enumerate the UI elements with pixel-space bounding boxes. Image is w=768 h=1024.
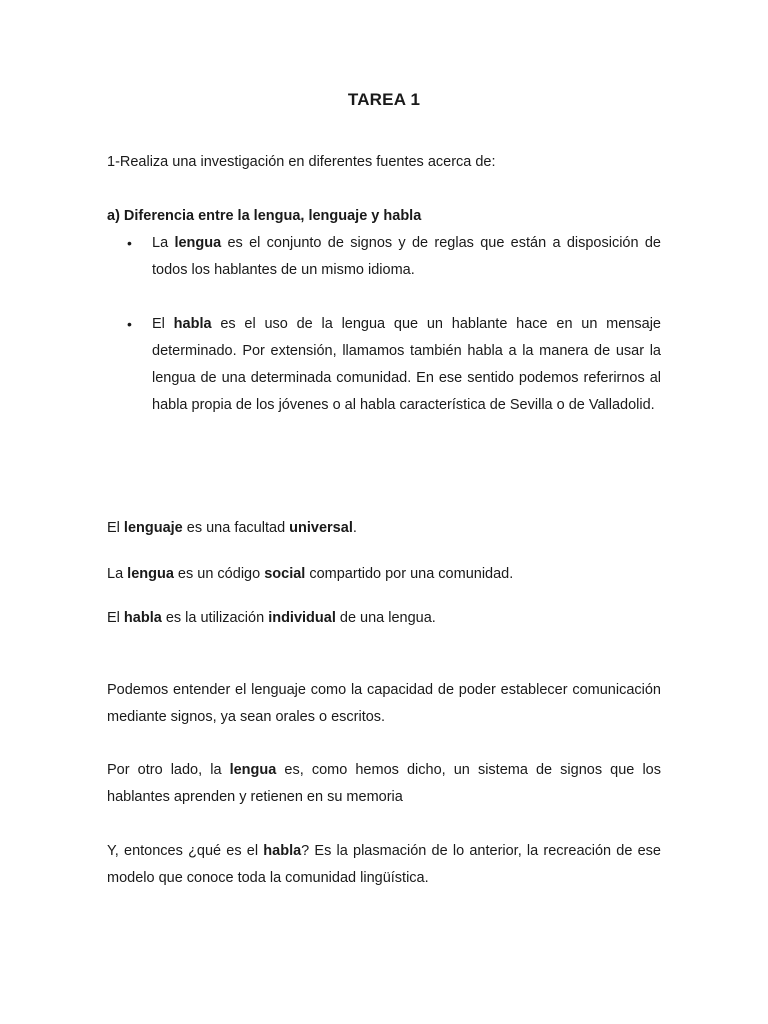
definition-lengua: La lengua es un código social compartido por una comunidad. (107, 566, 514, 582)
paragraph-habla: Y, entonces ¿qué es el habla? Es la plasmación de lo anterior, la recreación de ese modelo que conoce toda la comunidad lingüística. (107, 843, 661, 886)
paragraph-lengua: Por otro lado, la lengua es, como hemos dicho, un sistema de signos que los hablantes aprenden y retienen en su memoria (107, 762, 661, 805)
definition-lenguaje: El lenguaje es una facultad universal. (107, 520, 357, 536)
bullet-icon: • (127, 235, 132, 251)
intro-text: 1-Realiza una investigación en diferentes fuentes acerca de: (107, 154, 496, 170)
bullet-lengua: La lengua es el conjunto de signos y de reglas que están a disposición de todos los hablantes de un mismo idioma. (152, 235, 661, 278)
definition-habla: El habla es la utilización individual de una lengua. (107, 610, 436, 626)
document-title: TAREA 1 (347, 90, 421, 109)
section-heading: a) Diferencia entre la lengua, lenguaje y habla (107, 208, 422, 224)
paragraph-lenguaje: Podemos entender el lenguaje como la capacidad de poder establecer comunicación mediante signos, ya sean orales o escritos. (107, 682, 661, 725)
bullet-icon: • (127, 316, 132, 332)
bullet-habla: El habla es el uso de la lengua que un hablante hace en un mensaje determinado. Por extensión, llamamos también habla a la manera de usar la lengua de una determinada comunidad. En ese sentido podemos referirnos al habla propia de los jóvenes o al habla característica de Sevilla o de Valladolid. (152, 316, 661, 413)
